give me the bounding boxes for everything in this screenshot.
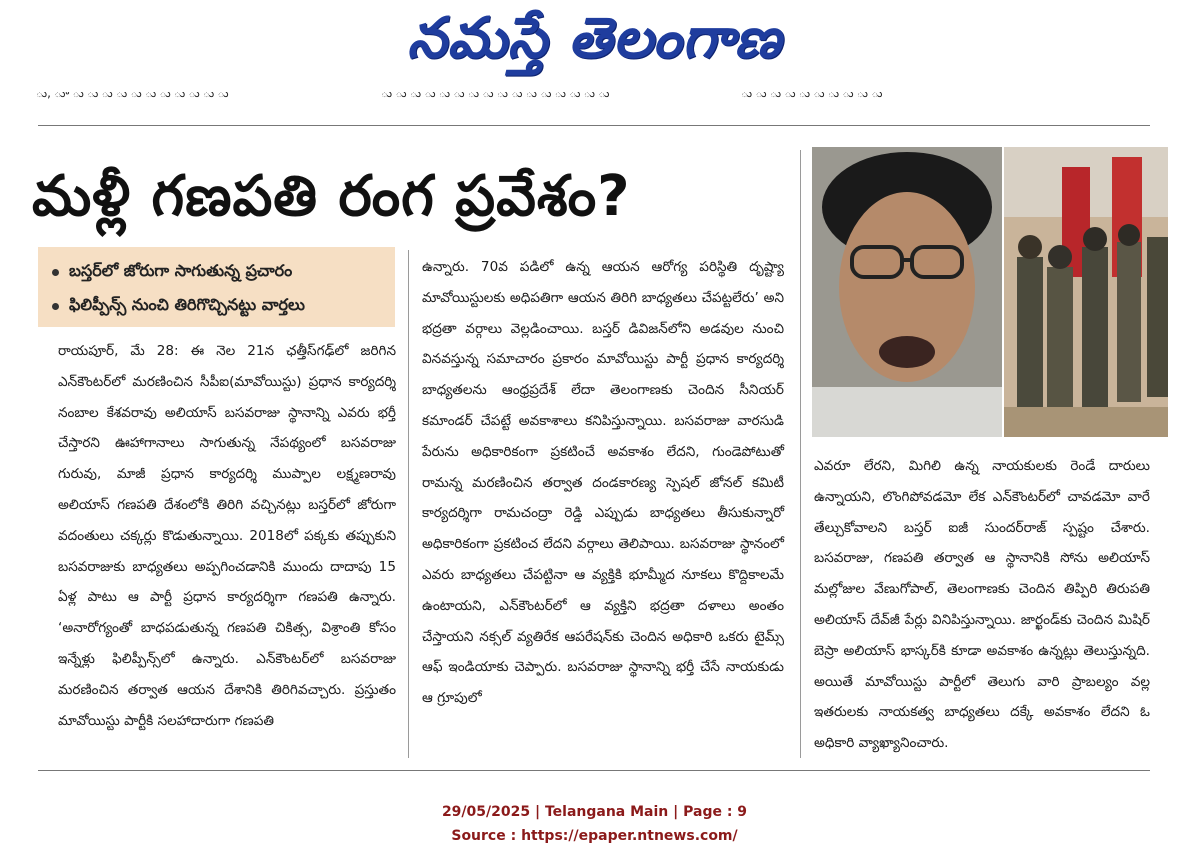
edition-info: 29/05/2025 | Telangana Main | Page : 9 (441, 804, 748, 820)
newspaper-logo: నమస్తే తెలంగాణ (407, 5, 782, 71)
bullet-icon (52, 303, 59, 310)
cut-text-middle: ు ు ు ు ు ు ు ు ు ు ు ు ు ు ు ు (381, 92, 610, 100)
article-column-1: రాయపూర్, మే 28: ఈ నెల 21న ఛత్తీస్‌గఢ్‌లో జరిగిన ఎన్‌కౌంటర్‌లో మరణించిన సీపీఐ(మావోయిస్టు) ప్రధాన కార్యదర్శి నంబాల కేశవరావు అలియాస్ బసవరాజు స్థానాన్ని ఎవరు భర్తీ చేస్తారని ఊహాగానాలు సాగుతున్న నేపథ్యంలో బసవరాజు గురువు, మాజీ ప్రధాన కార్యదర్శి ముప్పాల లక్ష్మణరావు అలియాస్ గణపతి దేశంలోకి తిరిగి వచ్చినట్లు బస్తర్‌లో జోరుగా వదంతులు చక్కర్లు కొడుతున్నాయి. 2018లో పక్కకు తప్పుకుని బసవరాజుకు బాధ్యతలు అప్పగించడానికి ముందు దాదాపు 15 ఏళ్ల పాటు ఆ పార్టీ ప్రధాన కార్యదర్శిగా గణపతి ఉన్నారు. ‘అనారోగ్యంతో బాధపడుతున్న గణపతి చికిత్స, విశ్రాంతి కోసం ఇన్నేళ్లు ఫిలిప్పీన్స్‌లో ఉన్నారు. ఎన్‌కౌంటర్‌లో బసవరాజు మరణించిన తర్వాత ఆయన దేశానికి తిరిగివచ్చారు. ప్రస్తుతం మావోయిస్టు పార్టీకి సలహాదారుగా గణపతి (58, 343, 396, 729)
highlight-item (52, 289, 385, 323)
article-column-3: ఎవరూ లేరని, మిగిలి ఉన్న నాయకులకు రెండే దారులు ఉన్నాయని, లొంగిపోవడమో లేక ఎన్‌కౌంటర్‌లో చావడమో వారే తేల్చుకోవాలని బస్తర్ ఐజీ సుందర్‌రాజ్ స్పష్టం చేశారు. బసవరాజు, గణపతి తర్వాత ఆ స్థానానికి సోను అలియాస్ మల్లోజుల వేణుగోపాల్, తెలంగాణకు చెందిన తిప్పిరి తిరుపతి అలియాస్ దేవ్‌జీ పేర్లు వినిపిస్తున్నాయి. జార్ఖండ్‌కు చెందిన మిషిర్ బెస్రా అలియాస్ భాస్కర్‌కి కూడా అవకాశం ఉన్నట్లు తెలుస్తున్నది. అయితే మావోయిస్టు పార్టీలో తెలుగు వారి ప్రాబల్యం వల్ల ఇతరులకు నాయకత్వ బాధ్యతలు దక్కే అవకాశం లేదని ఓ అధికారి వ్యాఖ్యానించారు. (814, 458, 1150, 752)
highlight-item (52, 255, 385, 289)
article-column-2: ఉన్నారు. 70వ పడిలో ఉన్న ఆయన ఆరోగ్య పరిస్థితి దృష్ట్యా మావోయిస్టులకు అధిపతిగా ఆయన తిరిగి బాధ్యతలు చేపట్టలేరు’ అని భద్రతా వర్గాలు వెల్లడించాయి. బస్తర్ డివిజన్‌లోని అడవుల నుంచి వినవస్తున్న సమాచారం ప్రకారం మావోయిస్టు పార్టీ ప్రధాన కార్యదర్శి బాధ్యతలను ఆంధ్రప్రదేశ్ లేదా తెలంగాణకు చెందిన సీనియర్ కమాండర్ చేపట్టే అవకాశాలు కనిపిస్తున్నాయి. బసవరాజు వారసుడి పేరును అధికారికంగా ప్రకటించే అవకాశం లేదని, గుండెపోటుతో రామన్న మరణించిన తర్వాత దండకారణ్య స్పెషల్ జోనల్ కమిటీ కార్యదర్శిగా రామచంద్రా రెడ్డి ఎప్పుడు బాధ్యతలు తీసుకున్నారో అధికారికంగా ప్రకటించ లేదని వర్గాలు తెలిపాయి. బసవరాజు స్థానంలో ఎవరు బాధ్యతలు చేపట్టినా ఆ వ్యక్తికి భూమ్మీద నూకలు కొద్దికాలమే ఉంటాయని, ఎన్‌కౌంటర్‌లో ఆ వ్యక్తిని భద్రతా దళాలు అంతం చేస్తాయని నక్సల్ వ్యతిరేక ఆపరేషన్‌కు చెందిన అధికారి ఒకరు టైమ్స్ ఆఫ్ ఇండియాకు చెప్పారు. బసవరాజు స్థానాన్ని భర్తీ చేసే నాయకుడు ఆ గ్రూపులో (422, 259, 784, 707)
previous-article-cut-text (36, 92, 1152, 108)
cut-text-left: ు, ూ ు ు ు ు ు ు ు ు ు ు ు (36, 92, 229, 100)
page-footer (0, 800, 1189, 848)
source-link[interactable]: Source : https://epaper.ntnews.com/ (451, 828, 738, 844)
highlights-box (38, 247, 395, 327)
highlight-text: బస్తర్‌లో జోరుగా సాగుతున్న ప్రచారం (69, 260, 293, 280)
highlight-text: ఫిలిప్పీన్స్ నుంచి తిరిగొచ్చినట్టు వార్తలు (69, 294, 305, 314)
masthead (0, 0, 1189, 90)
photo-collage-image (812, 147, 1168, 437)
article-headline: మళ్లీ గణపతి రంగ ప్రవేశం? (32, 164, 631, 229)
article-photo (812, 147, 1168, 437)
top-divider (38, 125, 1150, 126)
bottom-divider (38, 770, 1150, 771)
cut-text-right: ు ు ు ు ు ు ు ు ు ు (741, 92, 883, 100)
column-divider (800, 150, 801, 758)
bullet-icon (52, 269, 59, 276)
column-divider (408, 250, 409, 758)
